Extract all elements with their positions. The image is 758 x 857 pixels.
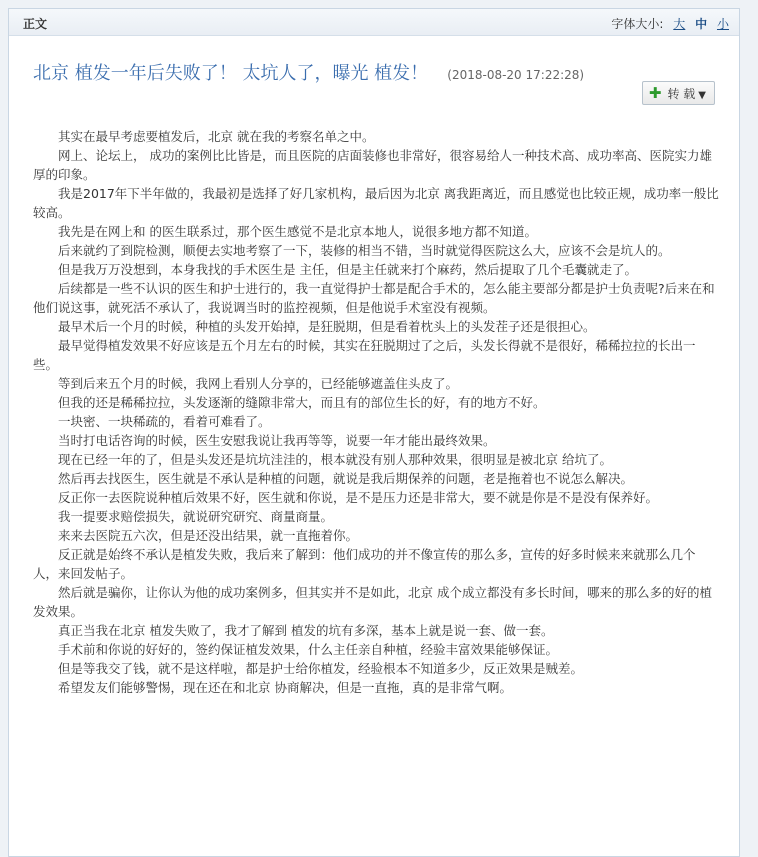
font-size-label: 字体大小: xyxy=(611,17,664,31)
paragraph: 然后再去找医生，医生就是不承认是种植的问题，就说是我后期保养的问题，老是拖着也不说怎么解决。 xyxy=(58,471,634,486)
paragraph: 其实在最早考虑要植发后，北京 就在我的考察名单之中。 xyxy=(58,129,375,144)
paragraph: 后来就约了到院检测，顺便去实地考察了一下，装修的相当不错，当时就觉得医院这么大，应该不会是坑人的。 xyxy=(58,243,671,258)
paragraph: 我一提要求赔偿损失，就说研究研究、商量商量。 xyxy=(58,509,334,524)
share-label: 转 载 xyxy=(667,87,696,101)
font-size-switcher xyxy=(611,15,729,32)
paragraph: 后续都是一些不认识的医生和护士进行的，我一直觉得护士都是配合手术的，怎么能主要部分都是护士负责呢?后来在和他们说这事，就死活不承认了，我说调当时的监控视频，但是他说手术室没有视频。 xyxy=(33,281,715,315)
triangle-down-icon: ▼ xyxy=(698,90,706,101)
paragraph: 希望发友们能够警惕，现在还在和北京 协商解决，但是一直拖，真的是非常气啊。 xyxy=(58,680,512,695)
section-label: 正文 xyxy=(23,17,48,31)
paragraph: 我是2017年下半年做的，我最初是选择了好几家机构，最后因为北京 离我距离近，而且感觉也比较正规，成功率一般比较高。 xyxy=(33,186,719,220)
paragraph: 一块密、一块稀疏的，看着可难看了。 xyxy=(58,414,271,429)
paragraph: 但我的还是稀稀拉拉，头发逐渐的缝隙非常大，而且有的部位生长的好，有的地方不好。 xyxy=(58,395,546,410)
font-size-medium-link[interactable]: 中 xyxy=(695,17,708,31)
paragraph: 但是等我交了钱，就不是这样啦，都是护士给你植发，经验根本不知道多少，反正效果是贼差。 xyxy=(58,661,584,676)
paragraph: 最早术后一个月的时候，种植的头发开始掉，是狂脱期，但是看着枕头上的头发茬子还是很担心。 xyxy=(58,319,596,334)
article-date: (2018-08-20 17:22:28) xyxy=(447,68,585,82)
paragraph: 反正就是始终不承认是植发失败，我后来了解到：他们成功的并不像宣传的那么多，宣传的好多时候来来就那么几个人，来回发帖子。 xyxy=(33,547,696,581)
title-bar xyxy=(33,59,584,85)
paragraph: 但是我万万没想到，本身我找的手术医生是 主任，但是主任就来打个麻药，然后提取了几个毛囊就走了。 xyxy=(58,262,637,277)
paragraph: 手术前和你说的好好的，签约保证植发效果，什么主任亲自种植，经验丰富效果能够保证。 xyxy=(58,642,559,657)
paragraph: 来来去医院五六次，但是还没出结果，就一直拖着你。 xyxy=(58,528,359,543)
paragraph: 最早觉得植发效果不好应该是五个月左右的时候，其实在狂脱期过了之后，头发长得就不是很好，稀稀拉拉的长出一些。 xyxy=(33,338,696,372)
paragraph: 当时打电话咨询的时候，医生安慰我说让我再等等，说要一年才能出最终效果。 xyxy=(58,433,496,448)
panel-header xyxy=(9,9,739,36)
font-size-small-link[interactable]: 小 xyxy=(716,17,729,31)
paragraph: 真正当我在北京 植发失败了，我才了解到 植发的坑有多深，基本上就是说一套、做一套。 xyxy=(58,623,554,638)
article-panel xyxy=(8,8,740,857)
plus-icon: ✚ xyxy=(648,84,662,102)
paragraph: 现在已经一年的了，但是头发还是坑坑洼洼的，根本就没有别人那种效果，很明显是被北京 给坑了。 xyxy=(58,452,612,467)
paragraph: 反正你一去医院说种植后效果不好，医生就和你说，是不是压力还是非常大，要不就是你是不是没有保养好。 xyxy=(58,490,659,505)
paragraph: 等到后来五个月的时候，我网上看别人分享的，已经能够遮盖住头皮了。 xyxy=(58,376,459,391)
article-title: 北京 植发一年后失败了！ 太坑人了，曝光 植发！ xyxy=(33,63,429,84)
paragraph: 网上、论坛上， 成功的案例比比皆是，而且医院的店面装修也非常好，很容易给人一种技术高、成功率高、医院实力雄厚的印象。 xyxy=(33,148,712,182)
article-body xyxy=(33,127,719,697)
share-button[interactable] xyxy=(642,81,715,105)
paragraph: 我先是在网上和 的医生联系过，那个医生感觉不是北京本地人，说很多地方都不知道。 xyxy=(58,224,537,239)
paragraph: 然后就是骗你，让你认为他的成功案例多，但其实并不是如此，北京 成个成立都没有多长时间，哪来的那么多的好的植发效果。 xyxy=(33,585,712,619)
font-size-large-link[interactable]: 大 xyxy=(673,17,686,31)
